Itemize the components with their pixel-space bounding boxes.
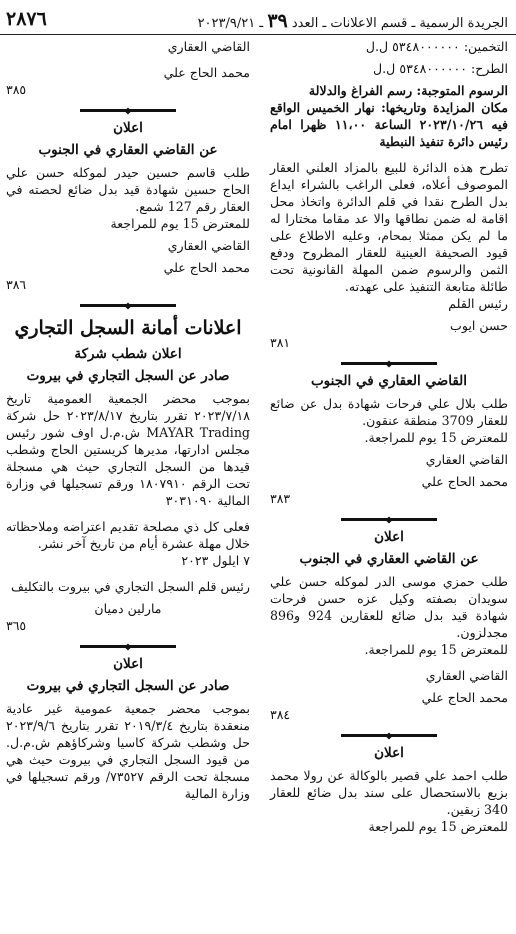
ad4-label: اعلان <box>374 745 404 761</box>
separator <box>270 357 508 369</box>
ad3-objection: للمعترض 15 يوم للمراجعة. <box>364 642 508 657</box>
ad7-heading: صادر عن السجل التجاري في بيروت <box>26 678 230 694</box>
ad-number-383: ٣٨٣ <box>270 491 291 506</box>
ad2-sign-name: محمد الحاج علي <box>421 474 508 489</box>
ad7-label: اعلان <box>113 656 143 672</box>
ad-number-386: ٣٨٦ <box>6 277 27 292</box>
ad5-heading: عن القاضي العقاري في الجنوب <box>38 142 218 158</box>
top-sign-title: القاضي العقاري <box>167 39 250 54</box>
ad-number-365: ٣٦٥ <box>6 618 27 633</box>
separator <box>270 513 508 525</box>
ad3-sign-name: محمد الحاج علي <box>421 690 508 705</box>
page-number: ٢٨٧٦ <box>6 8 47 30</box>
ad2-sign-title: القاضي العقاري <box>425 452 508 467</box>
ad6-notice: فعلى كل ذي مصلحة تقديم اعتراضه وملاحظاته خلال مهلة عشرة أيام من تاريخ آخر نشر. <box>6 519 250 551</box>
section-title: اعلانات أمانة السجل التجاري <box>14 317 242 339</box>
separator <box>6 299 250 311</box>
ad2-objection: للمعترض 15 يوم للمراجعة. <box>364 430 508 445</box>
gazette-title: الجريدة الرسمية ـ قسم الاعلانات ـ العدد ٣٩ ـ ٢٠٢٣/٩/٢١ <box>197 10 508 32</box>
issue-number: ٣٩ <box>267 10 288 32</box>
ad6-body: بموجب محضر الجمعية العمومية تاريخ ٢٠٢٣/٧/١٨ تقرر بتاريخ ٢٠٢٣/٨/١٧ حل شركة MAYAR Trading ش.م.ل اوف شور رئيس مجلس ادارتها، مديرها كريستين الحاج وشطب قيدها من السجل التجاري حيث هي مسجلة تحت الرقم ١٨٠٧٩١٠ ورقم تسجيلها في وزارة المالية ٣٠٣١٠٩٠ <box>6 391 250 508</box>
separator <box>6 104 250 116</box>
ad4-objection: للمعترض 15 يوم للمراجعة <box>368 819 508 834</box>
page-header <box>0 0 516 35</box>
ad-number-385: ٣٨٥ <box>6 82 27 97</box>
ad-number-384: ٣٨٤ <box>270 707 291 722</box>
ad-number-381: ٣٨١ <box>270 335 291 350</box>
offer: الطرح: ٥٣٤٨٠٠٠٠٠٠ ل.ل <box>373 61 508 76</box>
ad2-heading: القاضي العقاري في الجنوب <box>310 373 468 389</box>
ad6-sign-title: رئيس قلم السجل التجاري في بيروت بالتكليف <box>11 579 250 594</box>
estimate: التخمين: ٥٣٤٨٠٠٠٠٠٠ ل.ل <box>365 39 508 54</box>
fees: الرسوم المتوجبة: رسم الفراغ والدلالة <box>308 83 508 98</box>
ad2-body: طلب بلال علي فرحات شهادة بدل عن ضائع للعقار 3709 منطقة عنقون. <box>270 396 508 428</box>
ad3-label: اعلان <box>374 529 404 545</box>
ad5-sign-title: القاضي العقاري <box>167 238 250 253</box>
ad5-objection: للمعترض 15 يوم للمراجعة <box>110 216 250 231</box>
auction-place: مكان المزايدة وتاريخها: نهار الخميس الواقع فيه ٢٠٢٣/١٠/٢٦ الساعة ١١،٠٠ ظهرا امام رئيس دائرة تنفيذ النبطية <box>270 100 508 149</box>
auction-body: تطرح هذه الدائرة للبيع بالمزاد العلني العقار الموصوف أعلاه، فعلى الراغب بالشراء ايداع بدل الطرح نقدا في قلم الدائرة واتخاذ محل اقامة له ضمن نطاقها والا عد مقاما مختارا له ما لم يكن ممثلا بمحام، وعليه الاطلاع على قيود الصحيفة العينية للعقار المطروح ودفع الثمن والرسوم ضمن المهلة القانونية تحت طائلة متابعة التنفيذ على عهدته. <box>270 160 508 294</box>
ad3-heading: عن القاضي العقاري في الجنوب <box>299 551 479 567</box>
ad7-body: بموجب محضر جمعية عمومية غير عادية منعقدة بتاريخ ٢٠١٩/٣/٤ تقرر بتاريخ ٢٠٢٣/٩/٦ حل وشطب شركة كاسيا وشركاؤهم ش.م.ل. من قيود السجل التجاري في بيروت حيث هي مسجلة تحت الرقم ٧٣٥٢٧/ ورقم تسجيلها في وزارة المالية <box>6 701 250 801</box>
top-sign-name: محمد الحاج علي <box>163 65 250 80</box>
ad5-sign-name: محمد الحاج علي <box>163 260 250 275</box>
ad3-sign-title: القاضي العقاري <box>425 668 508 683</box>
ad6-sign-name: مارلين دميان <box>94 601 162 616</box>
ad3-body: طلب حمزي موسى الدر لموكله حسن علي سويدان بصفته وكيل عزه حسن فرحات شهادة قيد بدل ضائع للعقارين 924 و896 مجدلزون. <box>270 574 508 640</box>
ad5-body: طلب قاسم حسين حيدر لموكله حسن علي الحاج حسين شهادة قيد بدل ضائع لحصته في العقار رقم 127 شمع. <box>6 165 250 214</box>
ad6-label: اعلان شطب شركة <box>74 346 182 362</box>
separator <box>6 640 250 652</box>
separator <box>270 729 508 741</box>
clerk-title: رئيس القلم <box>448 296 508 311</box>
ad5-label: اعلان <box>113 120 143 136</box>
right-column <box>270 38 508 934</box>
clerk-name: حسن ايوب <box>450 318 508 333</box>
ad6-heading: صادر عن السجل التجاري في بيروت <box>26 368 230 384</box>
ad4-body: طلب احمد علي قصير بالوكالة عن رولا محمد بزيع بالاستحصال على سند بدل ضائع للعقار 340 زبقين. <box>270 768 508 817</box>
left-column <box>6 38 250 934</box>
ad6-date: ٧ ايلول ٢٠٢٣ <box>181 553 250 568</box>
